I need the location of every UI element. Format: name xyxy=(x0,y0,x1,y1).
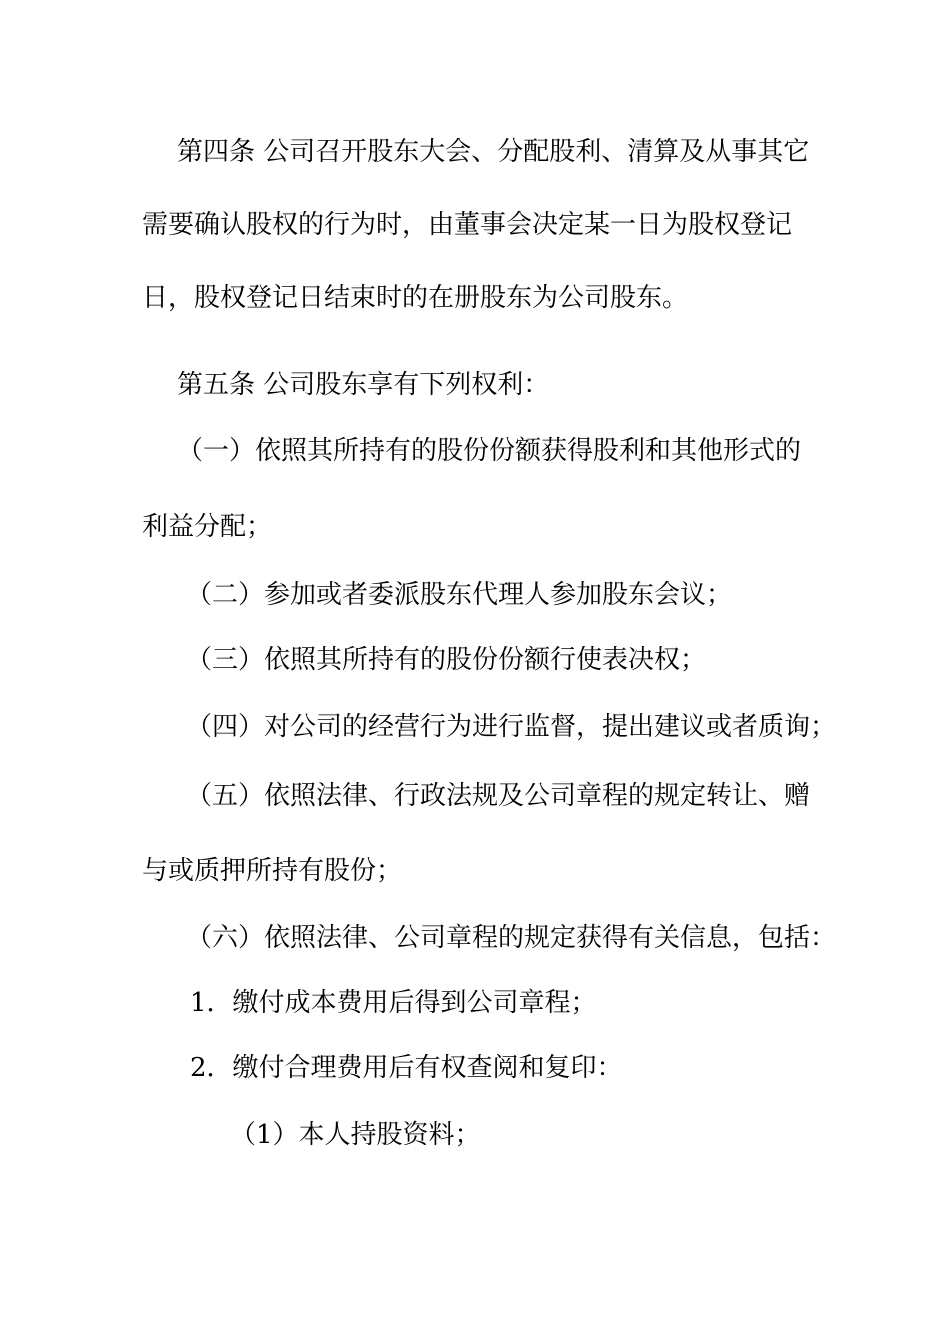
sub-item-1: 1．缴付成本费用后得到公司章程； xyxy=(190,988,597,1018)
article-4-line-1: 第四条 公司召开股东大会、分配股利、清算及从事其它 xyxy=(177,137,810,167)
item-1-line-2: 利益分配； xyxy=(142,512,273,542)
item-2: （二）参加或者委派股东代理人参加股东会议； xyxy=(186,580,733,610)
item-1-line-1: （一）依照其所持有的股份份额获得股利和其他形式的 xyxy=(177,436,802,466)
item-4: （四）对公司的经营行为进行监督，提出建议或者质询； xyxy=(186,712,837,742)
article-5-heading: 第五条 公司股东享有下列权利： xyxy=(177,370,550,400)
item-5-line-1: （五）依照法律、行政法规及公司章程的规定转让、赠 xyxy=(186,781,811,811)
item-6: （六）依照法律、公司章程的规定获得有关信息，包括： xyxy=(186,923,837,953)
article-4-line-3: 日，股权登记日结束时的在册股东为公司股东。 xyxy=(142,283,689,313)
article-4-line-2: 需要确认股权的行为时，由董事会决定某一日为股权登记 xyxy=(142,210,793,240)
item-5-line-2: 与或质押所持有股份； xyxy=(142,856,403,886)
sub-item-2: 2．缴付合理费用后有权查阅和复印： xyxy=(190,1053,623,1083)
sub-sub-item-1: （1）本人持股资料； xyxy=(230,1120,481,1150)
item-3: （三）依照其所持有的股份份额行使表决权； xyxy=(186,645,707,675)
